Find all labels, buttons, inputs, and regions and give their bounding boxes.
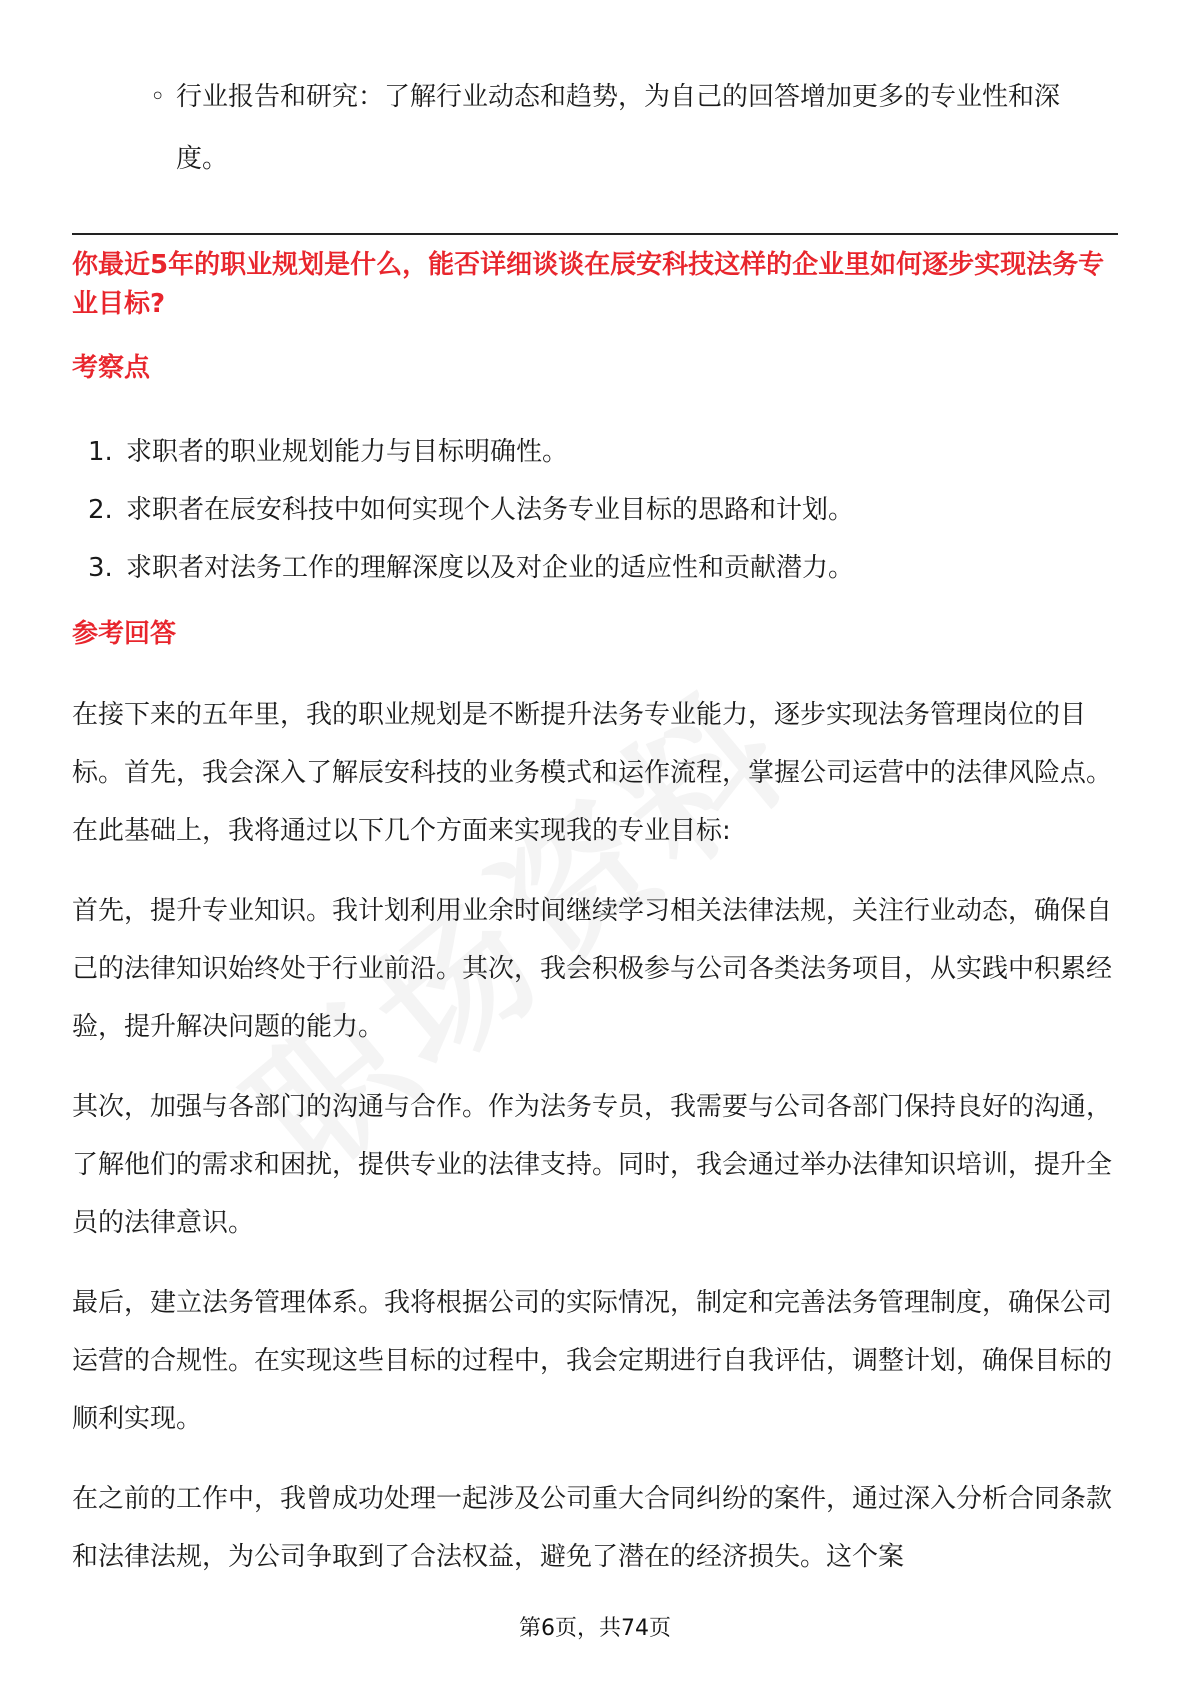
exam-points-title: 考察点 xyxy=(72,353,151,383)
list-number: 1. xyxy=(88,437,113,467)
list-item-text: 求职者的职业规划能力与目标明确性。 xyxy=(126,437,569,467)
list-item xyxy=(88,423,1118,481)
exam-points-list xyxy=(88,423,1118,597)
section-divider xyxy=(72,233,1118,235)
question-heading: 你最近5年的职业规划是什么，能否详细谈谈在辰安科技这样的企业里如何逐步实现法务专业目标? xyxy=(72,250,1105,319)
list-item-text: 求职者对法务工作的理解深度以及对企业的适应性和贡献潜力。 xyxy=(126,553,855,583)
answer-paragraph: 最后，建立法务管理体系。我将根据公司的实际情况，制定和完善法务管理制度，确保公司运营的合规性。在实现这些目标的过程中，我会定期进行自我评估，调整计划，确保目标的顺利实现。 xyxy=(72,1288,1113,1434)
answer-paragraph: 首先，提升专业知识。我计划利用业余时间继续学习相关法律法规，关注行业动态，确保自己的法律知识始终处于行业前沿。其次，我会积极参与公司各类法务项目，从实践中积累经验，提升解决问题的能力。 xyxy=(72,896,1113,1042)
hollow-bullet-icon: ◦ xyxy=(150,82,166,112)
list-number: 2. xyxy=(88,495,113,525)
answer-paragraph: 在之前的工作中，我曾成功处理一起涉及公司重大合同纠纷的案件，通过深入分析合同条款和法律法规，为公司争取到了合法权益，避免了潜在的经济损失。这个案 xyxy=(72,1484,1113,1572)
page-number: 第6页，共74页 xyxy=(519,1616,671,1641)
list-item-text: 求职者在辰安科技中如何实现个人法务专业目标的思路和计划。 xyxy=(126,495,855,525)
sub-bullet-text: 行业报告和研究：了解行业动态和趋势，为自己的回答增加更多的专业性和深度。 xyxy=(176,82,1061,174)
list-number: 3. xyxy=(88,553,113,583)
answer-paragraph: 在接下来的五年里，我的职业规划是不断提升法务专业能力，逐步实现法务管理岗位的目标。首先，我会深入了解辰安科技的业务模式和运作流程，掌握公司运营中的法律风险点。在此基础上，我将通过以下几个方面来实现我的专业目标: xyxy=(72,700,1113,846)
answer-paragraph: 其次，加强与各部门的沟通与合作。作为法务专员，我需要与公司各部门保持良好的沟通，了解他们的需求和困扰，提供专业的法律支持。同时，我会通过举办法律知识培训，提升全员的法律意识。 xyxy=(72,1092,1113,1238)
sub-bullet-item xyxy=(150,66,1110,190)
answer-title: 参考回答 xyxy=(72,619,177,649)
list-item xyxy=(88,539,1118,597)
list-item xyxy=(88,481,1118,539)
